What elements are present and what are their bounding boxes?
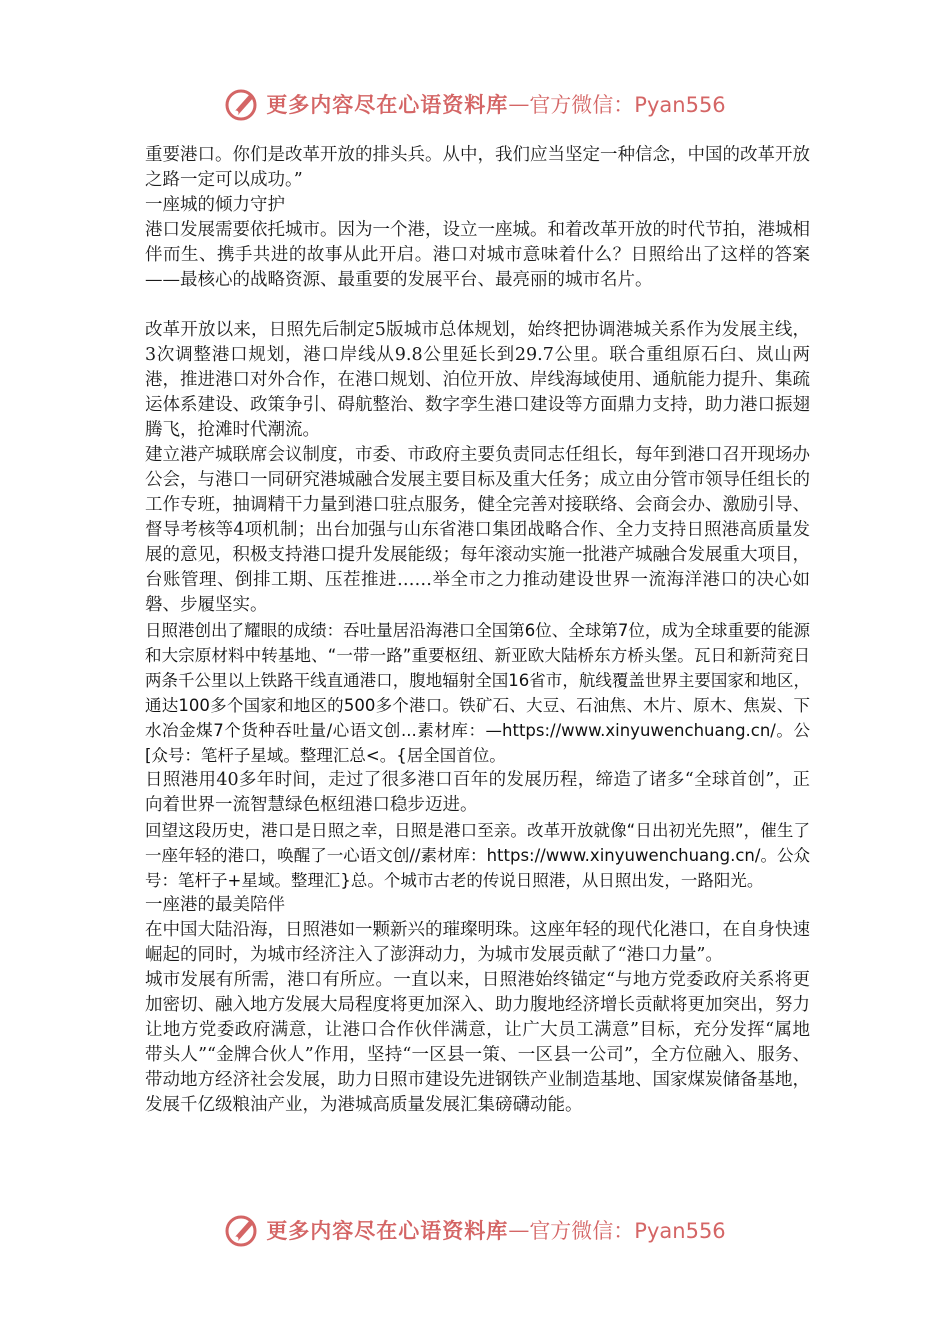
banner-separator: — <box>508 1218 530 1242</box>
header-banner <box>0 84 950 124</box>
section-heading: 一座港的最美陪伴 <box>145 895 285 915</box>
banner-text: 更多内容尽在心语资料库 <box>266 1218 509 1243</box>
banner-wechat: 官方微信：Pyan556 <box>529 1219 726 1243</box>
paragraph: 重要港口。你们是改革开放的排头兵。从中，我们应当坚定一种信念，中国的改革开放之路一定可以成功。” <box>145 145 810 190</box>
footer-banner <box>0 1210 950 1250</box>
banner-wechat: 官方微信：Pyan556 <box>529 93 726 117</box>
paragraph: 改革开放以来，日照先后制定5版城市总体规划，始终把协调港城关系作为发展主线，3次调整港口规划，港口岸线从9.8公里延长到29.7公里。联合重组原石臼、岚山两港，推进港口对外合作，在港口规划、泊位开放、岸线海域使用、通航能力提升、集疏运体系建设、政策争引、碍航整治、数字孪生港口建设等方面鼎力支持，助力港口振翅腾飞，抢滩时代潮流。 <box>145 320 810 440</box>
paragraph: 回望这段历史，港口是日照之幸，日照是港口至亲。改革开放就像“日出初光先照”，催生了一座年轻的港口，唤醒了一心语文创//素材库：https://www.xinyuwenchuang.cn/。公众号：笔杆子+星域。整理汇}总。个城市古老的传说日照港，从日照出发，一路阳光。 <box>145 821 810 890</box>
banner-separator: — <box>508 92 530 116</box>
paragraph: 日照港用40多年时间，走过了很多港口百年的发展历程，缔造了诸多“全球首创”，正向着世界一流智慧绿色枢纽港口稳步迈进。 <box>145 770 810 815</box>
paragraph: 在中国大陆沿海，日照港如一颗新兴的璀璨明珠。这座年轻的现代化港口，在自身快速崛起的同时，为城市经济注入了澎湃动力，为城市发展贡献了“港口力量”。 <box>145 920 810 965</box>
paragraph: 建立港产城联席会议制度，市委、市政府主要负责同志任组长，每年到港口召开现场办公会，与港口一同研究港城融合发展主要目标及重大任务；成立由分管市领导任组长的工作专班，抽调精干力量到港口驻点服务，健全完善对接联络、会商会办、激励引导、督导考核等4项机制；出台加强与山东省港口集团战略合作、全力支持日照港高质量发展的意见，积极支持港口提升发展能级；每年滚动实施一批港产城融合发展重大项目，台账管理、倒排工期、压茬推进……举全市之力推动建设世界一流海洋港口的决心如磐、步履坚实。 <box>145 445 810 615</box>
document-body <box>145 143 810 1118</box>
paragraph: 港口发展需要依托城市。因为一个港，设立一座城。和着改革开放的时代节拍，港城相伴而生、携手共进的故事从此开启。港口对城市意味着什么？日照给出了这样的答案——最核心的战略资源、最重要的发展平台、最亮丽的城市名片。 <box>145 220 810 290</box>
pen-circle-logo-icon <box>224 1212 260 1248</box>
section-heading: 一座城的倾力守护 <box>145 195 285 215</box>
pen-circle-logo-icon <box>224 86 260 122</box>
paragraph: 城市发展有所需，港口有所应。一直以来，日照港始终锚定“与地方党委政府关系将更加密切、融入地方发展大局程度将更加深入、助力腹地经济增长贡献将更加突出，努力让地方党委政府满意，让港口合作伙伴满意，让广大员工满意”目标，充分发挥“属地带头人”“金牌合伙人”作用，坚持“一区县一策、一区县一公司”，全方位融入、服务、带动地方经济社会发展，助力日照市建设先进钢铁产业制造基地、国家煤炭储备基地，发展千亿级粮油产业，为港城高质量发展汇集磅礴动能。 <box>145 970 810 1115</box>
banner-text: 更多内容尽在心语资料库 <box>266 92 509 117</box>
paragraph: 日照港创出了耀眼的成绩：吞吐量居沿海港口全国第6位、全球第7位，成为全球重要的能源和大宗原材料中转基地、“一带一路”重要枢纽、新亚欧大陆桥东方桥头堡。瓦日和新菏兖日两条千公里以上铁路干线直通港口，腹地辐射全国16省市，航线覆盖世界主要国家和地区，通达100多个国家和地区的500多个港口。铁矿石、大豆、石油焦、木片、原木、焦炭、下水冶金煤7个货种吞吐量/心语文创...素材库：—https://www.xinyuwenchuang.cn/。公[众号：笔杆子星域。整理汇总<。{居全国首位。 <box>145 621 810 765</box>
